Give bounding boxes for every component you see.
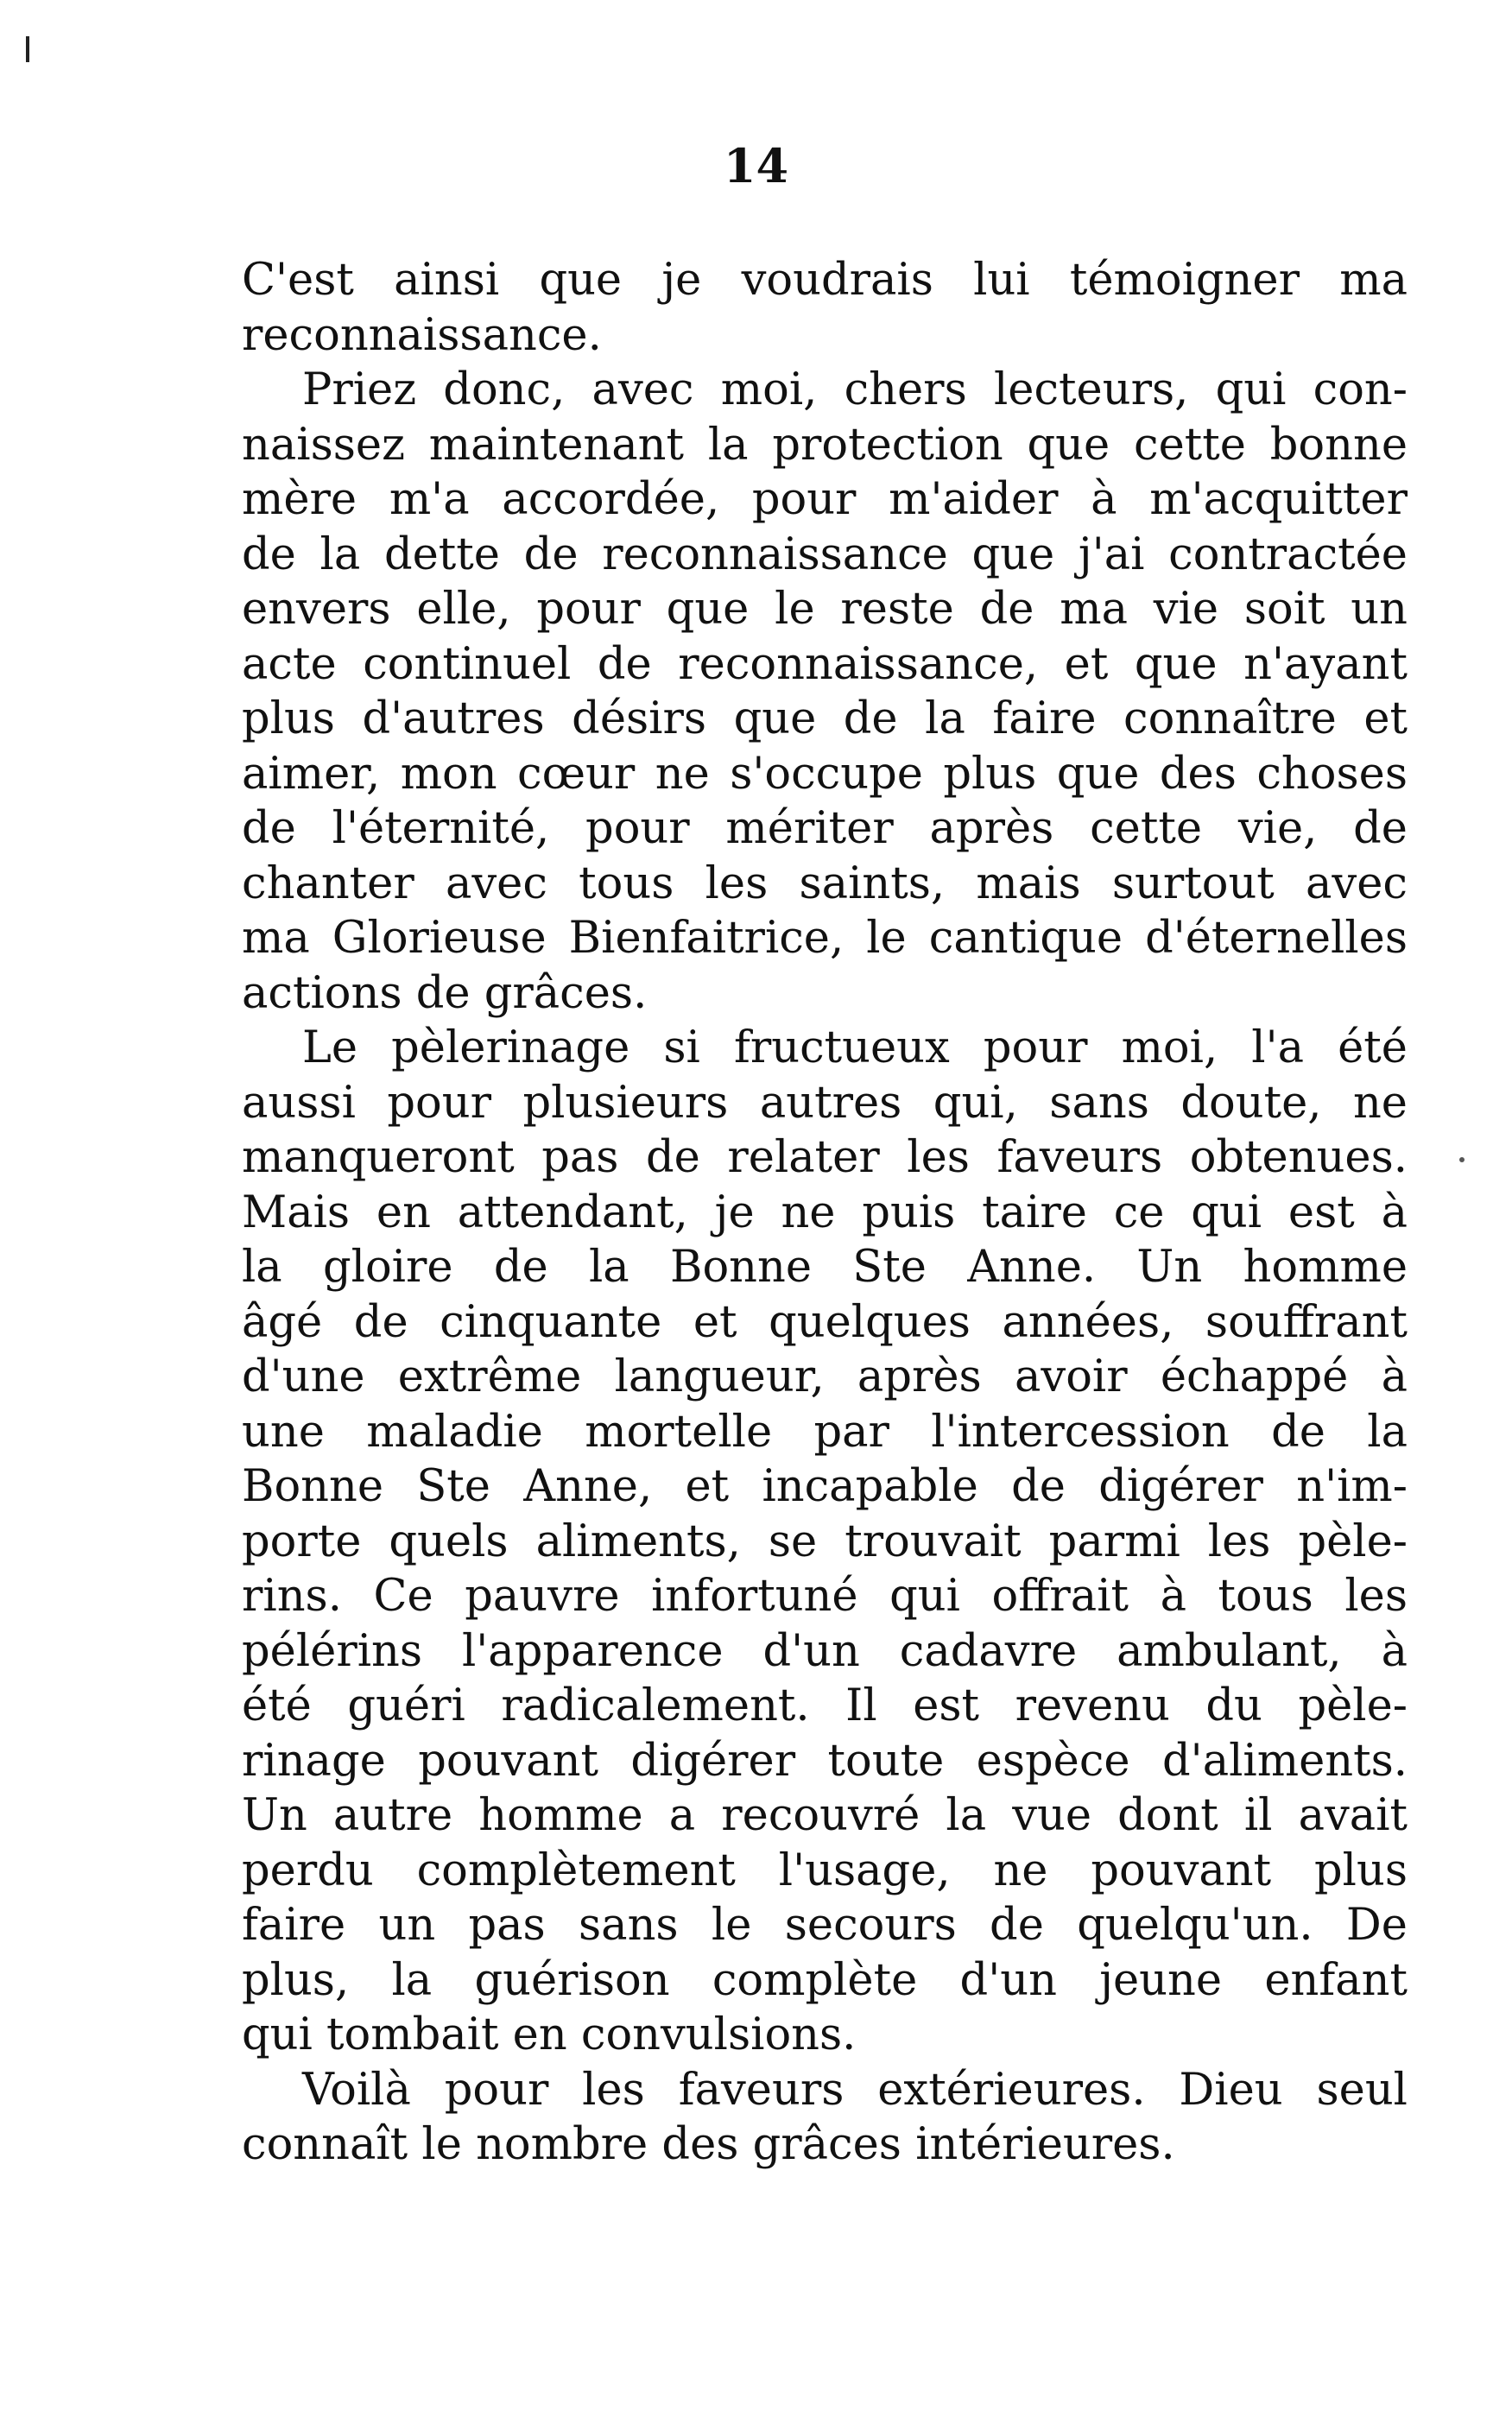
text-line: Priez donc, avec moi, chers lecteurs, qui con- (302, 364, 1408, 415)
text-line: rinage pouvant digérer toute espèce d'aliments. (242, 1735, 1408, 1787)
text-line: Le pèlerinage si fructueux pour moi, l'a été (302, 1022, 1408, 1073)
text-line: C'est ainsi que je voudrais lui témoigner ma (242, 255, 1408, 306)
text-line: porte quels aliments, se trouvait parmi les pèle- (242, 1516, 1408, 1567)
text-line: actions de grâces. (242, 967, 648, 1019)
scan-speck (1459, 1157, 1465, 1162)
text-line: Mais en attendant, je ne puis taire ce qui est à (242, 1187, 1408, 1238)
text-line: plus, la guérison complète d'un jeune enfant (242, 1954, 1408, 2006)
text-line: Voilà pour les faveurs extérieures. Dieu seul (302, 2064, 1408, 2116)
text-line: une maladie mortelle par l'intercession de la (242, 1406, 1408, 1458)
text-line: de la dette de reconnaissance que j'ai contractée (242, 528, 1408, 580)
text-line: âgé de cinquante et quelques années, souffrant (242, 1296, 1408, 1348)
page-number: 14 (723, 138, 789, 193)
text-line: Un autre homme a recouvré la vue dont il avait (242, 1790, 1408, 1841)
text-line: naissez maintenant la protection que cette bonne (242, 419, 1408, 471)
text-line: reconnaissance. (242, 309, 602, 361)
text-line: plus d'autres désirs que de la faire connaître et (242, 693, 1408, 744)
text-line: perdu complètement l'usage, ne pouvant plus (242, 1845, 1408, 1896)
text-line: mère m'a accordée, pour m'aider à m'acquitter (242, 474, 1408, 525)
text-line: d'une extrême langueur, après avoir échappé à (242, 1351, 1408, 1402)
text-line: aimer, mon cœur ne s'occupe plus que des choses (242, 748, 1408, 800)
text-line: connaît le nombre des grâces intérieures. (242, 2119, 1175, 2170)
text-line: manqueront pas de relater les faveurs obtenues. (242, 1132, 1408, 1183)
text-line: rins. Ce pauvre infortuné qui offrait à tous les (242, 1571, 1408, 1622)
text-line: de l'éternité, pour mériter après cette vie, de (242, 803, 1408, 854)
text-line: envers elle, pour que le reste de ma vie soit un (242, 584, 1408, 635)
margin-mark (26, 36, 29, 62)
text-line: acte continuel de reconnaissance, et que n'ayant (242, 638, 1408, 690)
text-line: pélérins l'apparence d'un cadavre ambulant, à (242, 1625, 1408, 1677)
body-text (242, 253, 1408, 2173)
text-line: qui tombait en convulsions. (242, 2009, 857, 2060)
text-line: chanter avec tous les saints, mais surtout avec (242, 857, 1408, 909)
text-line: ma Glorieuse Bienfaitrice, le cantique d'éternelles (242, 913, 1408, 964)
text-line: été guéri radicalement. Il est revenu du pèle- (242, 1680, 1408, 1731)
text-line: Bonne Ste Anne, et incapable de digérer n'im- (242, 1461, 1408, 1512)
text-line: la gloire de la Bonne Ste Anne. Un homme (242, 1242, 1408, 1293)
text-line: faire un pas sans le secours de quelqu'un. De (242, 1900, 1408, 1951)
text-line: aussi pour plusieurs autres qui, sans doute, ne (242, 1077, 1408, 1129)
